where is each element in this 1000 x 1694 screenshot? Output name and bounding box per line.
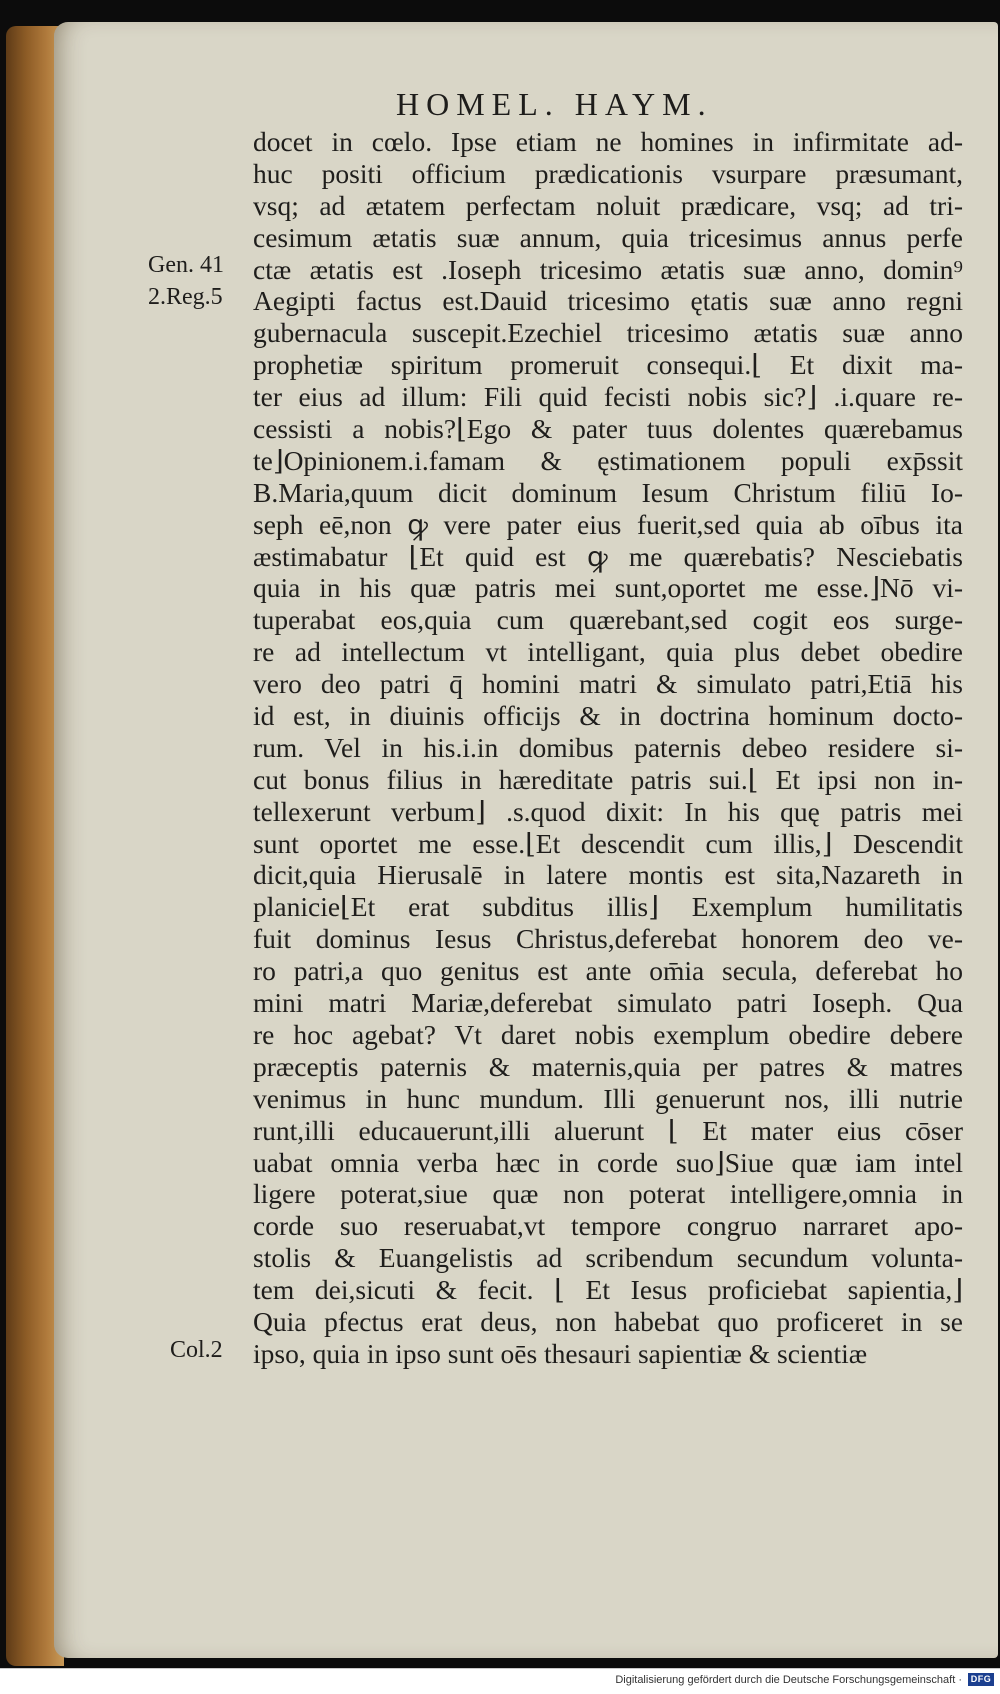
text-line: tuperabat eos,quia cum quærebant,sed cogit eos surge- <box>253 604 963 636</box>
text-line: sunt oportet me esse.⌊Et descendit cum illis,⌋ Descendit <box>253 827 963 859</box>
text-line: B.Maria,quum dicit dominum Iesum Christum filiū Io- <box>253 476 963 508</box>
text-line: Quia pfectus erat deus, non habebat quo proficeret in se <box>253 1305 963 1337</box>
text-line: ipso, quia in ipso sunt oēs thesauri sapientiæ & scientiæ <box>253 1337 868 1369</box>
running-head: HOMEL. HAYM. <box>396 86 713 122</box>
text-line: vero deo patri q̄ homini matri & simulato patri,Etiā his <box>253 668 963 700</box>
margin-note: Col.2 <box>170 1337 223 1363</box>
text-line: dicit,quia Hierusalē in latere montis est sita,Nazareth in <box>253 859 963 891</box>
text-line: venimus in hunc mundum. Illi genuerunt nos, illi nutrie <box>253 1082 963 1114</box>
text-line: mini matri Mariæ,deferebat simulato patri Ioseph. Qua <box>253 987 963 1019</box>
text-line: corde suo reseruabat,vt tempore congruo narraret apo- <box>253 1210 963 1242</box>
text-line: ro patri,a quo genitus est ante om̄ia secula, deferebat ho <box>253 955 963 987</box>
text-line: fuit dominus Iesus Christus,deferebat honorem deo ve- <box>253 923 963 955</box>
text-line: æstimabatur ⌊Et quid est ꝙ me quærebatis? Nesciebatis <box>253 540 963 572</box>
text-line: planicie⌊Et erat subditus illis⌋ Exemplum humilitatis <box>253 891 963 923</box>
text-line: ctæ ætatis est .Ioseph tricesimo ætatis suæ anno, domin⁹ <box>253 253 963 285</box>
text-line: gubernacula suscepit.Ezechiel tricesimo ætatis suæ anno <box>253 317 963 349</box>
body-text <box>253 126 963 1370</box>
text-line: Aegipti factus est.Dauid tricesimo ętatis suæ anno regni <box>253 285 963 317</box>
text-line: id est, in diuinis officijs & in doctrina hominum docto- <box>253 700 963 732</box>
margin-note: 2.Reg.5 <box>148 284 223 310</box>
text-line: quia in his quæ patris mei sunt,oportet me esse.⌋Nō vi- <box>253 572 963 604</box>
text-line: cut bonus filius in hæreditate patris sui.⌊ Et ipsi non in- <box>253 763 963 795</box>
text-line: præceptis paternis & maternis,quia per patres & matres <box>253 1050 963 1082</box>
text-line: vsq; ad ætatem perfectam noluit prædicare, vsq; ad tri- <box>253 189 963 221</box>
text-line: seph eē,non ꝙ vere pater eius fuerit,sed quia ab oībus ita <box>253 508 963 540</box>
text-line: uabat omnia verba hæc in corde suo⌋Siue quæ iam intel <box>253 1146 963 1178</box>
text-line: huc positi officium prædicationis vsurpare præsumant, <box>253 157 963 189</box>
text-line: tellexerunt verbum⌋ .s.quod dixit: In his quę patris mei <box>253 795 963 827</box>
text-line: prophetiæ spiritum promeruit consequi.⌊ Et dixit ma- <box>253 349 963 381</box>
text-line: te⌋Opinionem.i.famam & ęstimationem populi exp̄ssit <box>253 444 963 476</box>
dfg-logo: DFG <box>968 1673 994 1686</box>
text-line: re ad intellectum vt intelligant, quia plus debet obedire <box>253 636 963 668</box>
text-line: rum. Vel in his.i.in domibus paternis debeo residere si- <box>253 731 963 763</box>
text-line: tem dei,sicuti & fecit. ⌊ Et Iesus proficiebat sapientia,⌋ <box>253 1274 963 1306</box>
text-line: cesimum ætatis suæ annum, quia tricesimus annus perfe <box>253 221 963 253</box>
text-line: ter eius ad illum: Fili quid fecisti nobis sic?⌋ .i.quare re- <box>253 381 963 413</box>
margin-note: Gen. 41 <box>148 252 224 278</box>
text-line: ligere poterat,siue quæ non poterat intelligere,omnia in <box>253 1178 963 1210</box>
text-line: docet in cœlo. Ipse etiam ne homines in infirmitate ad- <box>253 126 963 157</box>
text-line: stolis & Euangelistis ad scribendum secundum volunta- <box>253 1242 963 1274</box>
text-line: runt,illi educauerunt,illi aluerunt ⌊ Et mater eius cōser <box>253 1114 963 1146</box>
funding-credit: Digitalisierung gefördert durch die Deutsche Forschungsgemeinschaft · <box>615 1674 962 1686</box>
text-line: re hoc agebat? Vt daret nobis exemplum obedire debere <box>253 1018 963 1050</box>
text-line: cessisti a nobis?⌊Ego & pater tuus dolentes quærebamus <box>253 413 963 445</box>
